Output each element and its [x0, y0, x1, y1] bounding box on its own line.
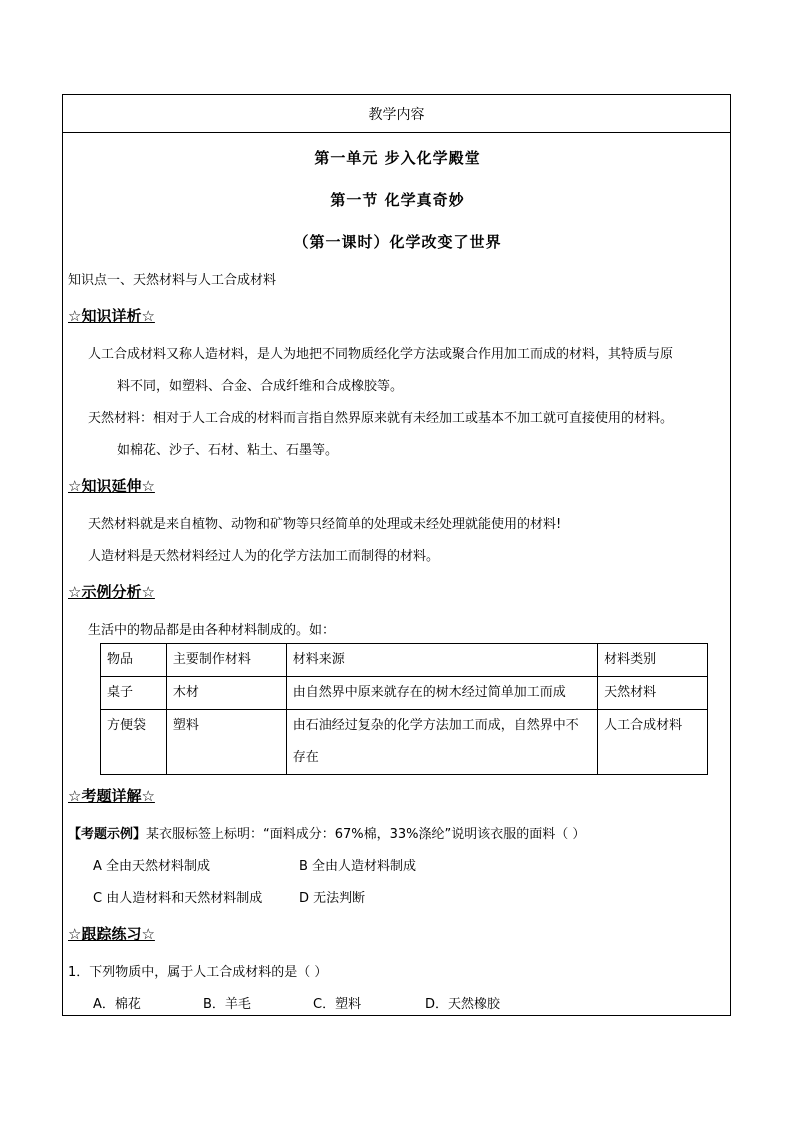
section-heading-extension: ☆知识延伸☆	[68, 477, 155, 495]
practice-option-b: B．羊毛	[203, 997, 251, 1012]
practice-option-d: D．天然橡胶	[425, 997, 501, 1012]
practice-option-c: C．塑料	[313, 997, 362, 1012]
table-row	[101, 677, 708, 710]
lesson-title: （第一课时）化学改变了世界	[293, 233, 502, 251]
table-cell: 天然材料	[598, 677, 708, 710]
table-header-cell: 主要制作材料	[166, 644, 286, 677]
practice-question: 1．下列物质中，属于人工合成材料的是（ ）	[68, 965, 328, 980]
exam-option-b: B 全由人造材料制成	[299, 859, 417, 874]
detail-p1-line1: 人工合成材料又称人造材料，是人为地把不同物质经化学方法或聚合作用加工而成的材料，其特质与原	[88, 347, 674, 362]
table-cell: 塑料	[166, 710, 286, 775]
exam-option-d: D 无法判断	[299, 891, 366, 906]
practice-option-a: A．棉花	[93, 997, 141, 1012]
knowledge-point: 知识点一、天然材料与人工合成材料	[68, 273, 277, 288]
table-header-row	[101, 644, 708, 677]
exam-option-c: C 由人造材料和天然材料制成	[93, 891, 263, 906]
table-header-cell: 材料来源	[286, 644, 597, 677]
table-header	[63, 95, 730, 133]
table-cell: 由石油经过复杂的化学方法加工而成，自然界中不存在	[286, 710, 597, 775]
table-cell: 由自然界中原来就存在的树木经过简单加工而成	[286, 677, 597, 710]
table-header-cell: 物品	[101, 644, 167, 677]
table-cell: 桌子	[101, 677, 167, 710]
table-row	[101, 710, 708, 775]
detail-p2-line2: 如棉花、沙子、石材、粘土、石墨等。	[117, 443, 339, 458]
content-frame	[62, 94, 731, 1016]
table-header-cell: 材料类别	[598, 644, 708, 677]
exam-label: 【考题示例】	[68, 827, 147, 842]
exam-question	[68, 823, 585, 842]
table-cell: 木材	[166, 677, 286, 710]
extension-line2: 人造材料是天然材料经过人为的化学方法加工而制得的材料。	[88, 549, 440, 564]
section-heading-detail: ☆知识详析☆	[68, 307, 155, 325]
section-title: 第一节 化学真奇妙	[330, 191, 465, 209]
table-cell: 方便袋	[101, 710, 167, 775]
example-intro: 生活中的物品都是由各种材料制成的。如：	[88, 623, 336, 638]
header-title: 教学内容	[368, 106, 425, 123]
section-heading-practice: ☆跟踪练习☆	[68, 925, 155, 943]
detail-p1-line2: 料不同，如塑料、合金、合成纤维和合成橡胶等。	[117, 379, 404, 394]
detail-p2-line1: 天然材料：相对于人工合成的材料而言指自然界原来就有未经加工或基本不加工就可直接使用的材料。	[88, 411, 674, 426]
exam-option-a: A 全由天然材料制成	[93, 859, 211, 874]
materials-table	[100, 643, 708, 775]
table-cell: 人工合成材料	[598, 710, 708, 775]
section-heading-exam: ☆考题详解☆	[68, 787, 155, 805]
unit-title: 第一单元 步入化学殿堂	[314, 149, 481, 167]
extension-line1: 天然材料就是来自植物、动物和矿物等只经简单的处理或未经处理就能使用的材料!	[88, 517, 562, 532]
exam-question-text: 某衣服标签上标明：“面料成分：67%棉，33%涤纶”说明该衣服的面料（ ）	[146, 827, 586, 842]
section-heading-example: ☆示例分析☆	[68, 583, 155, 601]
